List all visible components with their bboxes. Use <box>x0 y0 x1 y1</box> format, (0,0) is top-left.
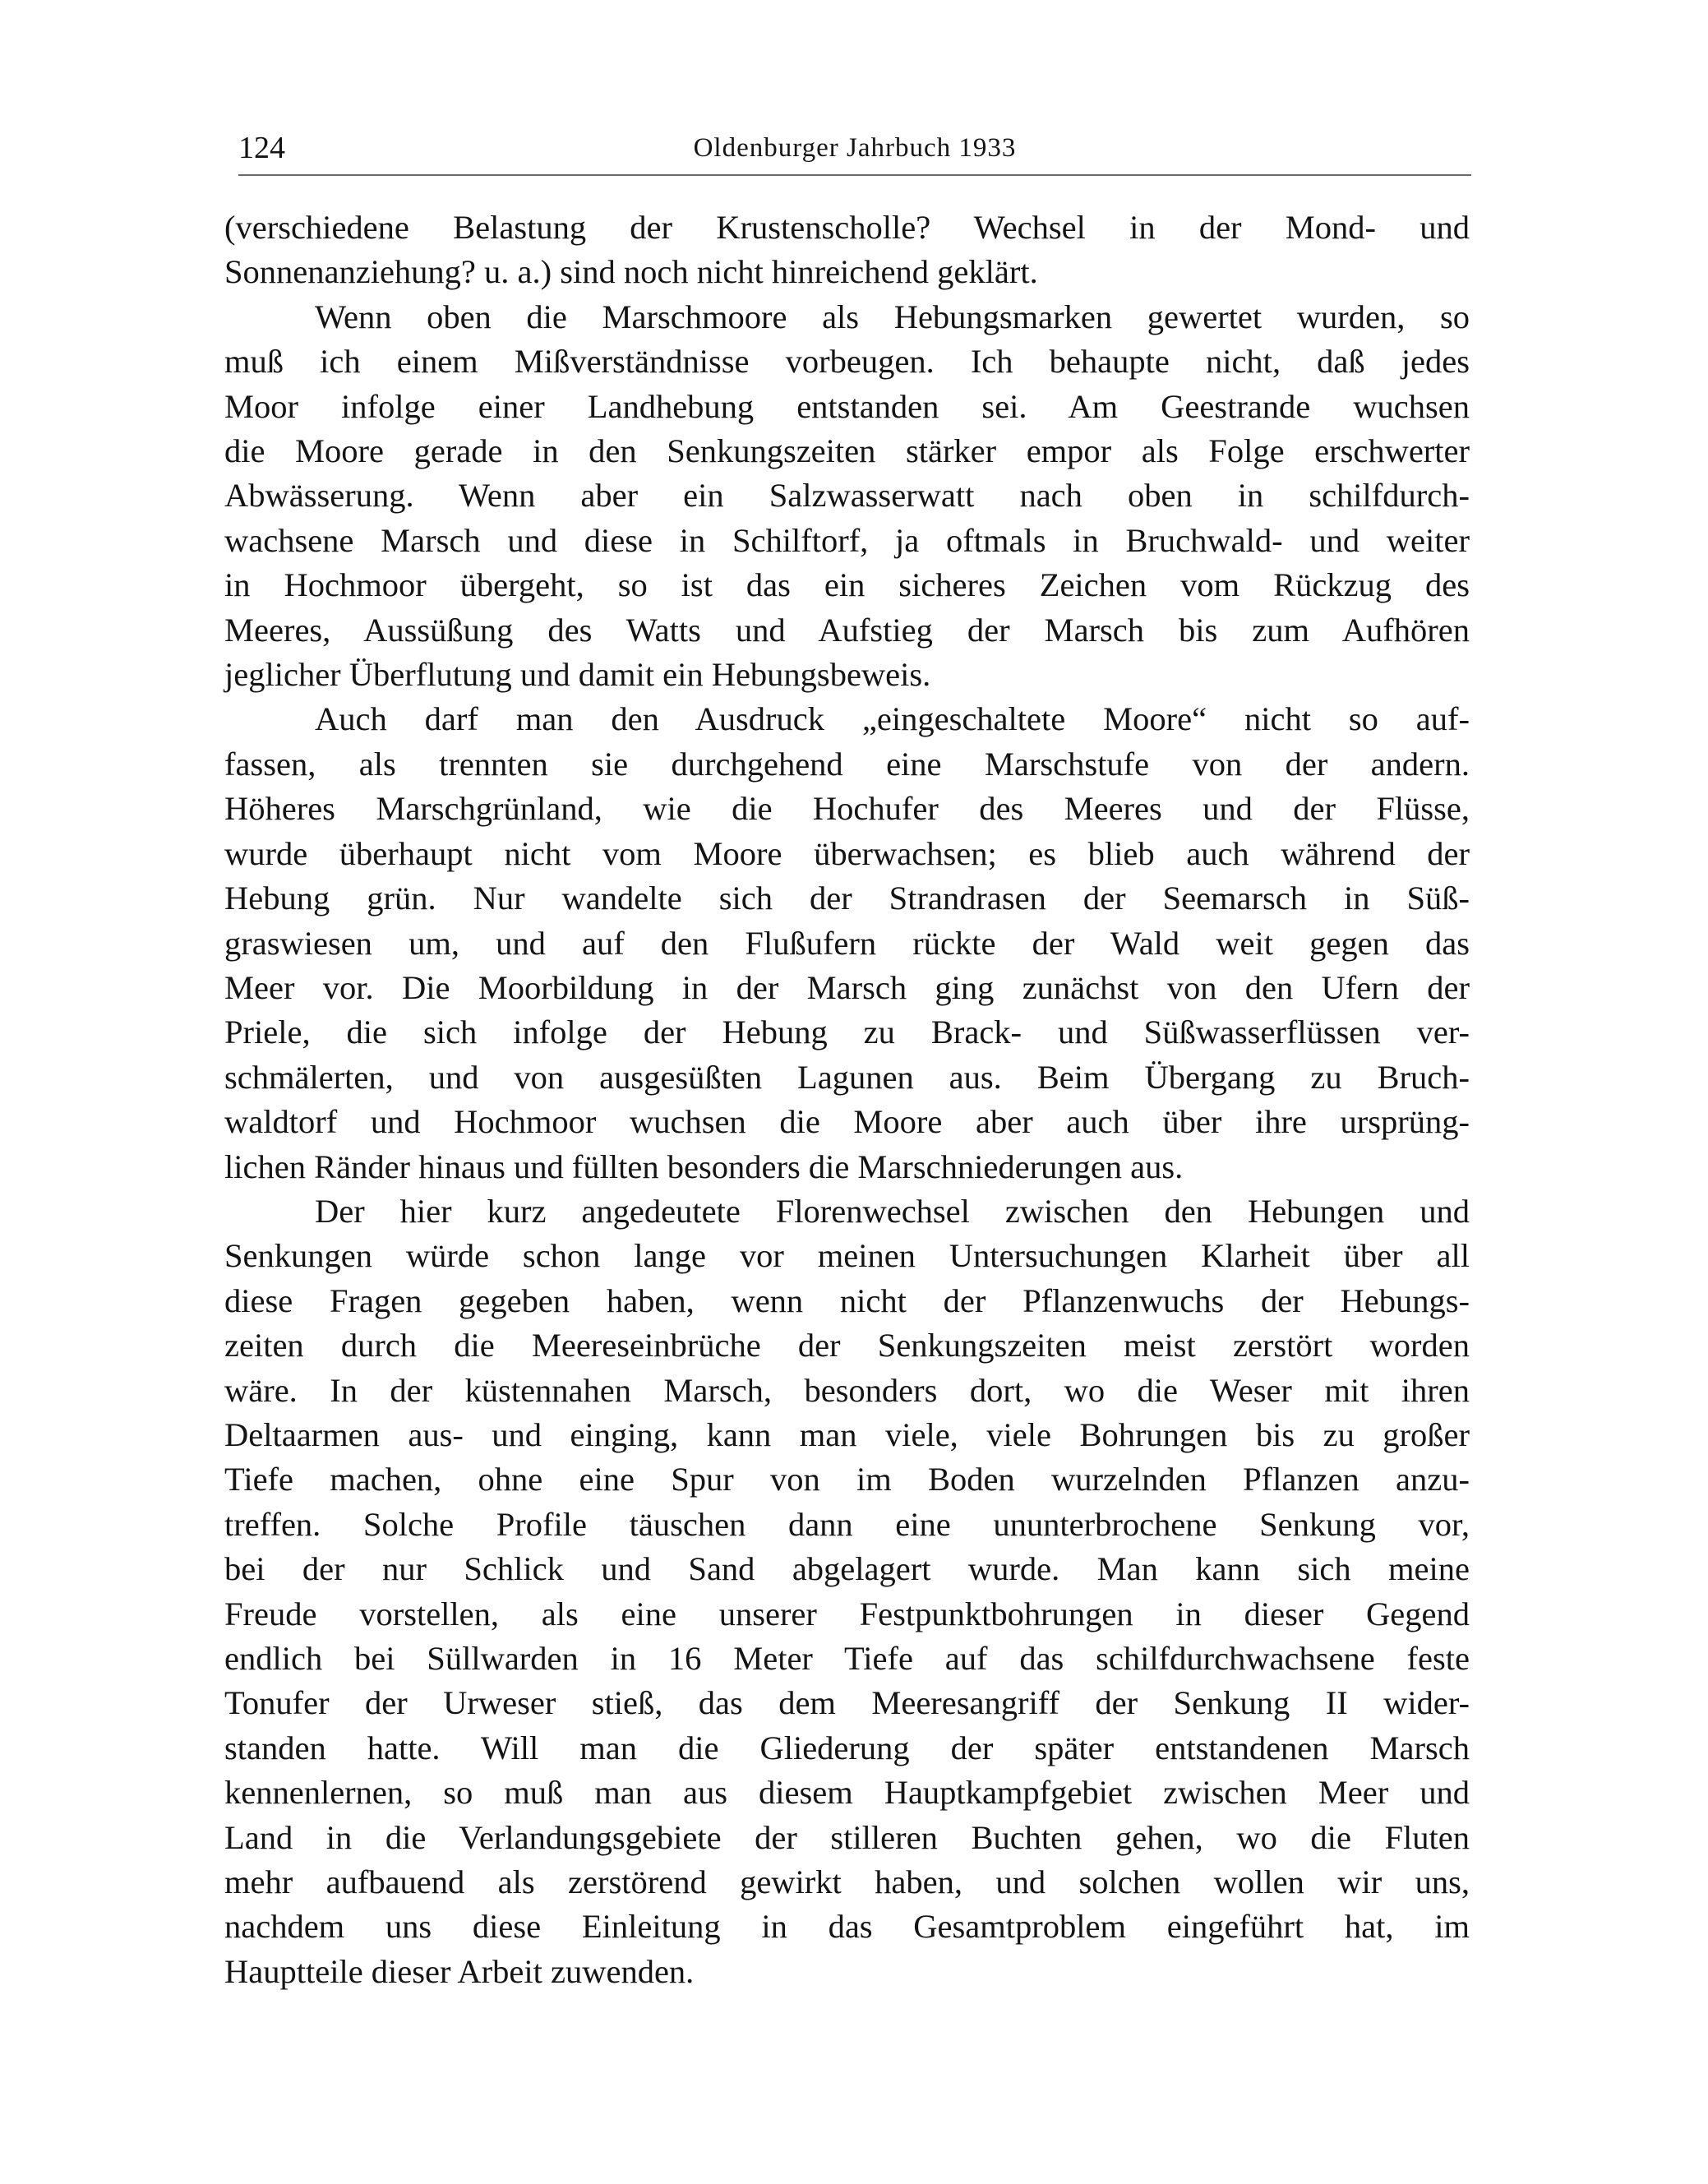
text-line: Höheres Marschgrünland, wie die Hochufer des Meeres und der Flüsse, <box>224 790 1470 828</box>
body-text <box>224 205 1470 1994</box>
text-line: die Moore gerade in den Senkungszeiten stärker empor als Folge erschwerter <box>224 432 1470 470</box>
journal-title: Oldenburger Jahrbuch 1933 <box>693 133 1017 163</box>
text-line: endlich bei Süllwarden in 16 Meter Tiefe auf das schilfdurchwachsene feste <box>224 1640 1470 1677</box>
text-line: (verschiedene Belastung der Krustenscholle? Wechsel in der Mond- und <box>224 209 1470 246</box>
text-line: mehr aufbauend als zerstörend gewirkt haben, und solchen wollen wir uns, <box>224 1863 1470 1901</box>
text-line: Senkungen würde schon lange vor meinen Untersuchungen Klarheit über all <box>224 1237 1470 1275</box>
text-line: zeiten durch die Meereseinbrüche der Senkungszeiten meist zerstört worden <box>224 1327 1470 1364</box>
text-line: kennenlernen, so muß man aus diesem Hauptkampfgebiet zwischen Meer und <box>224 1774 1470 1812</box>
text-line: fassen, als trennten sie durchgehend eine Marschstufe von der andern. <box>224 745 1470 783</box>
text-line: nachdem uns diese Einleitung in das Gesamtproblem eingeführt hat, im <box>224 1908 1470 1946</box>
text-line: wäre. In der küstennahen Marsch, besonders dort, wo die Weser mit ihren <box>224 1371 1470 1409</box>
text-line: Auch darf man den Ausdruck „eingeschaltete Moore“ nicht so auf- <box>315 700 1470 738</box>
text-line: Priele, die sich infolge der Hebung zu Brack- und Süßwasserflüssen ver- <box>224 1014 1470 1051</box>
text-line: Abwässerung. Wenn aber ein Salzwasserwatt nach oben in schilfdurch- <box>224 477 1470 515</box>
text-line: lichen Ränder hinaus und füllten besonders die Marschniederungen aus. <box>224 1147 1184 1185</box>
text-line: Hauptteile dieser Arbeit zuwenden. <box>224 1952 695 1990</box>
text-line: waldtorf und Hochmoor wuchsen die Moore aber auch über ihre ursprüng- <box>224 1103 1470 1141</box>
text-line: Freude vorstellen, als eine unserer Festpunktbohrungen in dieser Gegend <box>224 1595 1470 1632</box>
paragraph-4 <box>224 1189 1470 1994</box>
text-line: diese Fragen gegeben haben, wenn nicht der Pflanzenwuchs der Hebungs- <box>224 1281 1470 1319</box>
text-line: Tiefe machen, ohne eine Spur von im Boden wurzelnden Pflanzen anzu- <box>224 1461 1470 1498</box>
text-line: Land in die Verlandungsgebiete der stilleren Buchten gehen, wo die Fluten <box>224 1818 1470 1856</box>
paragraph-2 <box>224 295 1470 698</box>
paragraph-3 <box>224 697 1470 1189</box>
running-head <box>238 125 1471 176</box>
text-line: treffen. Solche Profile täuschen dann eine ununterbrochene Senkung vor, <box>224 1505 1470 1543</box>
text-line: standen hatte. Will man die Gliederung der später entstandenen Marsch <box>224 1729 1470 1766</box>
text-line: bei der nur Schlick und Sand abgelagert wurde. Man kann sich meine <box>224 1550 1470 1588</box>
text-line: in Hochmoor übergeht, so ist das ein sicheres Zeichen vom Rückzug des <box>224 566 1470 604</box>
text-line: Moor infolge einer Landhebung entstanden sei. Am Geestrande wuchsen <box>224 387 1470 425</box>
text-line: Sonnenanziehung? u. a.) sind noch nicht hinreichend geklärt. <box>224 253 1038 291</box>
text-line: Meeres, Aussüßung des Watts und Aufstieg der Marsch bis zum Aufhören <box>224 611 1470 649</box>
paragraph-1 <box>224 205 1470 295</box>
text-line: Der hier kurz angedeutete Florenwechsel zwischen den Hebungen und <box>315 1192 1470 1230</box>
page-number: 124 <box>238 131 285 165</box>
text-line: Meer vor. Die Moorbildung in der Marsch ging zunächst von den Ufern der <box>224 968 1470 1006</box>
text-line: jeglicher Überflutung und damit ein Hebungsbeweis. <box>224 656 931 694</box>
text-line: Deltaarmen aus- und einging, kann man viele, viele Bohrungen bis zu großer <box>224 1415 1470 1453</box>
text-line: Tonufer der Urweser stieß, das dem Meeresangriff der Senkung II wider- <box>224 1684 1470 1722</box>
text-line: muß ich einem Mißverständnisse vorbeugen. Ich behaupte nicht, daß jedes <box>224 343 1470 381</box>
text-line: wachsene Marsch und diese in Schilftorf, ja oftmals in Bruchwald- und weiter <box>224 521 1470 559</box>
text-line: schmälerten, und von ausgesüßten Lagunen aus. Beim Übergang zu Bruch- <box>224 1058 1470 1096</box>
text-line: wurde überhaupt nicht vom Moore überwachsen; es blieb auch während der <box>224 834 1470 872</box>
text-line: Hebung grün. Nur wandelte sich der Strandrasen der Seemarsch in Süß- <box>224 880 1470 917</box>
text-line: Wenn oben die Marschmoore als Hebungsmarken gewertet wurden, so <box>315 298 1470 335</box>
text-line: graswiesen um, und auf den Flußufern rückte der Wald weit gegen das <box>224 924 1470 962</box>
